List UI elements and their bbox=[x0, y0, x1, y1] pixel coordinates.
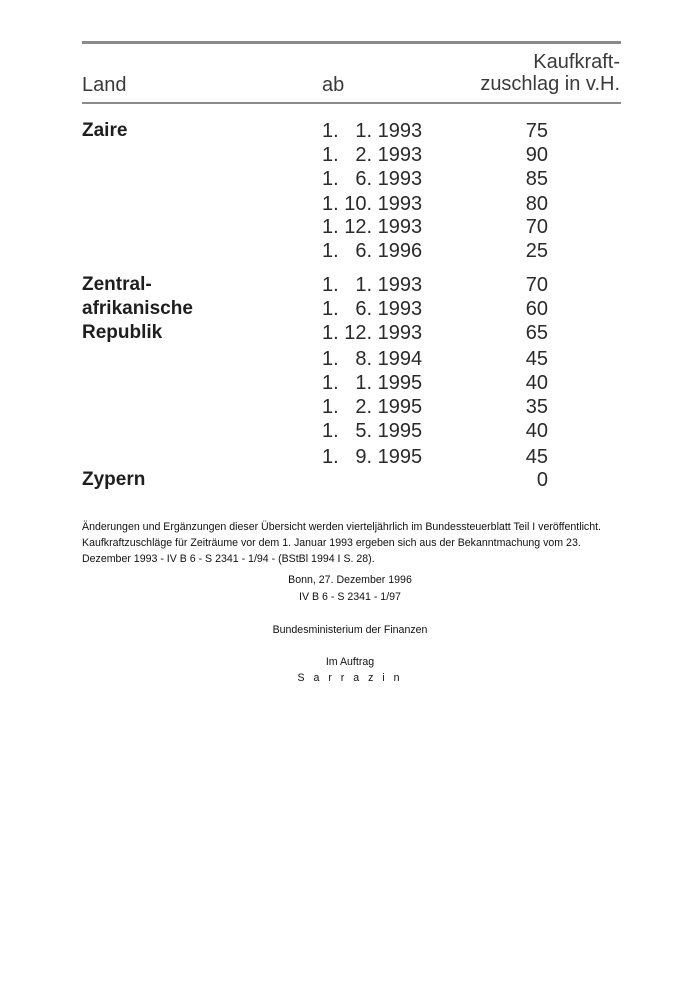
date-cell: 1. 6. 1996 bbox=[322, 240, 423, 262]
reference-number: IV B 6 - S 2341 - 1/97 bbox=[299, 591, 401, 603]
signature-name: S a r r a z i n bbox=[297, 672, 403, 684]
date-cell: 1. 12. 1993 bbox=[322, 216, 423, 238]
table-top-rule bbox=[82, 41, 621, 44]
date-cell: 1. 6. 1993 bbox=[322, 298, 423, 320]
value-cell: 70 bbox=[525, 216, 548, 238]
date-cell: 1. 2. 1995 bbox=[322, 396, 423, 418]
date-cell: 1. 5. 1995 bbox=[322, 420, 423, 442]
value-cell: 60 bbox=[525, 298, 548, 320]
value-cell: 45 bbox=[525, 446, 548, 468]
country-zaire: Zaire bbox=[82, 120, 128, 141]
table-row bbox=[0, 297, 700, 321]
table-row bbox=[0, 468, 700, 492]
table-row bbox=[0, 239, 700, 263]
value-cell: 70 bbox=[525, 274, 548, 296]
table-row bbox=[0, 321, 700, 345]
table-row bbox=[0, 119, 700, 143]
table-row bbox=[0, 445, 700, 469]
value-cell: 80 bbox=[525, 193, 548, 215]
value-cell: 25 bbox=[525, 240, 548, 262]
date-cell: 1. 1. 1995 bbox=[322, 372, 423, 394]
amendment-note: Änderungen und Ergänzungen dieser Übersicht werden vierteljährlich im Bundessteuerblatt Teil I veröffentlicht. Kaufkraftzuschläge für Zeiträume vor dem 1. Januar 1993 ergeben sich aus der Bekanntmachung vom 23. Dezember 1993 - IV B 6 - S 2341 - 1/94 - (BStBl 1994 I S. 28). bbox=[82, 521, 601, 565]
country-zypern: Zypern bbox=[82, 469, 146, 490]
date-cell: 1. 10. 1993 bbox=[322, 193, 423, 215]
table-row bbox=[0, 395, 700, 419]
value-cell: 35 bbox=[525, 396, 548, 418]
value-cell: 85 bbox=[525, 168, 548, 190]
table-row bbox=[0, 215, 700, 239]
table-row bbox=[0, 371, 700, 395]
header-ab: ab bbox=[322, 74, 345, 96]
place-date: Bonn, 27. Dezember 1996 bbox=[288, 574, 412, 586]
date-cell: 1. 9. 1995 bbox=[322, 446, 423, 468]
date-cell: 1. 1. 1993 bbox=[322, 120, 423, 142]
value-cell: 75 bbox=[525, 120, 548, 142]
table-row bbox=[0, 192, 700, 216]
ministry-name: Bundesministerium der Finanzen bbox=[272, 624, 428, 636]
table-row bbox=[0, 419, 700, 443]
date-cell: 1. 8. 1994 bbox=[322, 348, 423, 370]
value-cell: 40 bbox=[525, 372, 548, 394]
table-row bbox=[0, 273, 700, 297]
date-cell: 1. 12. 1993 bbox=[322, 322, 423, 344]
table-row bbox=[0, 143, 700, 167]
date-cell: 1. 1. 1993 bbox=[322, 274, 423, 296]
date-cell: 1. 2. 1993 bbox=[322, 144, 423, 166]
im-auftrag: Im Auftrag bbox=[325, 656, 375, 668]
value-cell: 65 bbox=[525, 322, 548, 344]
value-cell: 90 bbox=[525, 144, 548, 166]
value-cell: 45 bbox=[525, 348, 548, 370]
table-row bbox=[0, 347, 700, 371]
table-row bbox=[0, 167, 700, 191]
table-header-rule bbox=[82, 102, 621, 104]
date-cell: 1. 6. 1993 bbox=[322, 168, 423, 190]
value-cell: 40 bbox=[525, 420, 548, 442]
header-kaufkraftzuschlag: Kaufkraft- zuschlag in v.H. bbox=[480, 51, 620, 95]
country-zentralafrikanische-republik: Zentral- afrikanische Republik bbox=[82, 274, 193, 343]
value-cell: 0 bbox=[536, 469, 548, 491]
header-land: Land bbox=[82, 74, 127, 96]
